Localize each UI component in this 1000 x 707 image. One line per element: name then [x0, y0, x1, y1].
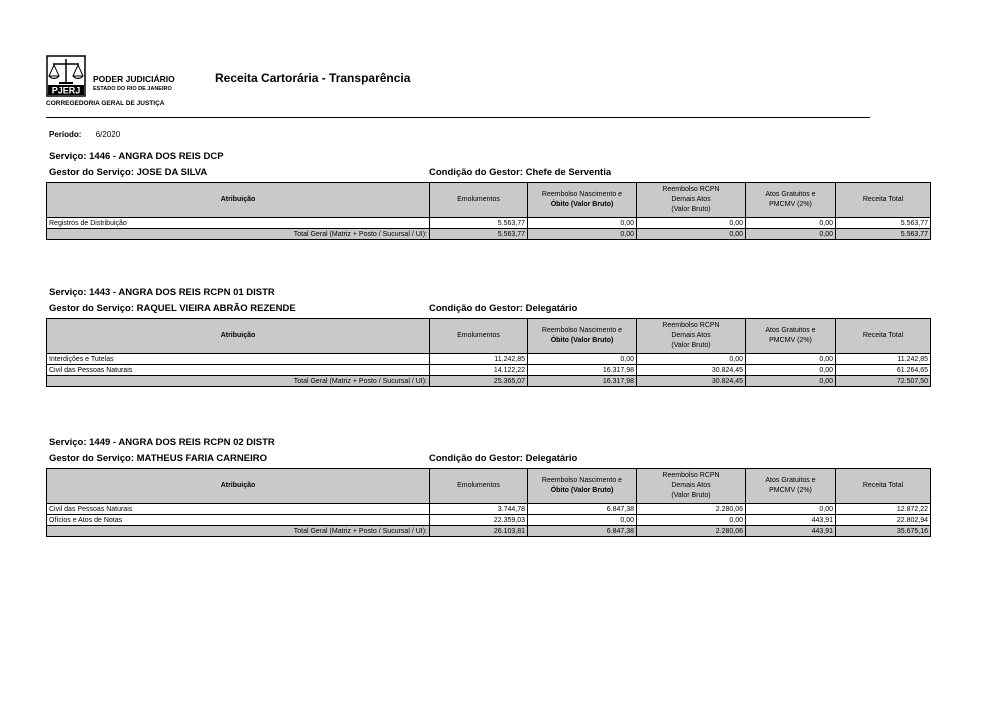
- total-cell: 6.847,38: [528, 526, 637, 537]
- total-cell: 26.103,81: [430, 526, 528, 537]
- total-cell: 30.824,45: [637, 376, 746, 387]
- col-atribuicao: Atribuição: [47, 319, 430, 354]
- table-row: [47, 354, 931, 365]
- col-atos-gratuitos: Atos Gratuitos e PMCMV (2%): [746, 469, 836, 504]
- service-section: [46, 151, 930, 240]
- col-reembolso-nascimento: Reembolso Nascimento e Óbito (Valor Bruto): [528, 319, 637, 354]
- total-row: [47, 526, 931, 537]
- table-cell: 0,00: [637, 515, 746, 526]
- table-header: [47, 183, 931, 218]
- table-cell: 443,91: [746, 515, 836, 526]
- col-emolumentos: Emolumentos: [430, 469, 528, 504]
- table-cell: 12.872,22: [836, 504, 931, 515]
- svg-text:PJERJ: PJERJ: [51, 85, 81, 96]
- total-cell: 25.365,07: [430, 376, 528, 387]
- total-cell: 2.280,06: [637, 526, 746, 537]
- revenue-table: [46, 318, 931, 387]
- table-cell: 11.242,85: [430, 354, 528, 365]
- col-atos-gratuitos: Atos Gratuitos e PMCMV (2%): [746, 183, 836, 218]
- table-cell: 22.802,94: [836, 515, 931, 526]
- gestor-name: Gestor do Serviço: RAQUEL VIEIRA ABRÃO REZENDE: [49, 303, 296, 314]
- col-atribuicao: Atribuição: [47, 183, 430, 218]
- table-row: [47, 218, 931, 229]
- col-emolumentos: Emolumentos: [430, 183, 528, 218]
- gestor-condition: Condição do Gestor: Delegatário: [429, 453, 578, 464]
- col-reembolso-rcpn: Reembolso RCPN Demais Atos (Valor Bruto): [637, 469, 746, 504]
- col-emolumentos: Emolumentos: [430, 319, 528, 354]
- total-row: [47, 229, 931, 240]
- table-cell: 0,00: [528, 354, 637, 365]
- col-receita-total: Receita Total: [836, 183, 931, 218]
- service-title: Serviço: 1449 - ANGRA DOS REIS RCPN 02 DISTR: [49, 437, 275, 448]
- gestor-condition: Condição do Gestor: Delegatário: [429, 303, 578, 314]
- table-cell: 11.242,85: [836, 354, 931, 365]
- table-cell: Civil das Pessoas Naturais: [47, 504, 430, 515]
- table-cell: 14.122,22: [430, 365, 528, 376]
- col-reembolso-nascimento: Reembolso Nascimento e Óbito (Valor Bruto): [528, 183, 637, 218]
- total-cell: 16.317,98: [528, 376, 637, 387]
- pjerj-logo: [46, 55, 86, 97]
- table-cell: 30.824,45: [637, 365, 746, 376]
- total-cell: 5.563,77: [430, 229, 528, 240]
- table-cell: 2.280,06: [637, 504, 746, 515]
- periodo-label: Período:: [49, 130, 82, 139]
- table-cell: 0,00: [746, 365, 836, 376]
- table-cell: Interdições e Tutelas: [47, 354, 430, 365]
- col-receita-total: Receita Total: [836, 469, 931, 504]
- col-receita-total: Receita Total: [836, 319, 931, 354]
- header-divider: [46, 117, 870, 118]
- table-cell: 6.847,38: [528, 504, 637, 515]
- page-title: Receita Cartorária - Transparência: [215, 71, 411, 85]
- col-reembolso-nascimento: Reembolso Nascimento e Óbito (Valor Bruto): [528, 469, 637, 504]
- table-cell: 3.744,78: [430, 504, 528, 515]
- total-cell: 0,00: [746, 229, 836, 240]
- table-cell: 0,00: [637, 218, 746, 229]
- revenue-table: [46, 468, 931, 537]
- col-reembolso-rcpn: Reembolso RCPN Demais Atos (Valor Bruto): [637, 319, 746, 354]
- service-section: [46, 437, 930, 537]
- gestor-name: Gestor do Serviço: JOSE DA SILVA: [49, 167, 208, 178]
- total-label: Total Geral (Matriz + Posto / Sucursal / UI):: [47, 376, 430, 387]
- total-cell: 5.563,77: [836, 229, 931, 240]
- table-cell: 5.563,77: [836, 218, 931, 229]
- table-cell: 0,00: [746, 354, 836, 365]
- table-cell: 16.317,98: [528, 365, 637, 376]
- service-title: Serviço: 1446 - ANGRA DOS REIS DCP: [49, 151, 224, 162]
- org-cgj: CORREGEDORIA GERAL DE JUSTIÇA: [46, 100, 165, 107]
- total-cell: 72.507,50: [836, 376, 931, 387]
- col-atribuicao: Atribuição: [47, 469, 430, 504]
- table-cell: 0,00: [528, 218, 637, 229]
- table-header: [47, 319, 931, 354]
- gestor-name: Gestor do Serviço: MATHEUS FARIA CARNEIRO: [49, 453, 267, 464]
- table-cell: 22.359,03: [430, 515, 528, 526]
- org-state: ESTADO DO RIO DE JANEIRO: [93, 86, 172, 92]
- table-cell: 0,00: [637, 354, 746, 365]
- table-row: [47, 515, 931, 526]
- table-cell: Civil das Pessoas Naturais: [47, 365, 430, 376]
- total-cell: 0,00: [528, 229, 637, 240]
- table-row: [47, 504, 931, 515]
- total-row: [47, 376, 931, 387]
- table-cell: Ofícios e Atos de Notas: [47, 515, 430, 526]
- service-section: [46, 287, 930, 387]
- table-cell: 0,00: [746, 504, 836, 515]
- total-cell: 443,91: [746, 526, 836, 537]
- table-cell: 61.264,65: [836, 365, 931, 376]
- periodo: [49, 130, 120, 139]
- table-cell: 5.563,77: [430, 218, 528, 229]
- total-label: Total Geral (Matriz + Posto / Sucursal / UI):: [47, 526, 430, 537]
- total-cell: 0,00: [746, 376, 836, 387]
- total-cell: 35.675,16: [836, 526, 931, 537]
- table-header: [47, 469, 931, 504]
- org-name: PODER JUDICIÁRIO: [93, 74, 175, 84]
- col-atos-gratuitos: Atos Gratuitos e PMCMV (2%): [746, 319, 836, 354]
- service-title: Serviço: 1443 - ANGRA DOS REIS RCPN 01 DISTR: [49, 287, 275, 298]
- total-cell: 0,00: [637, 229, 746, 240]
- revenue-table: [46, 182, 931, 240]
- table-row: [47, 365, 931, 376]
- table-cell: Registros de Distribuição: [47, 218, 430, 229]
- table-cell: 0,00: [746, 218, 836, 229]
- gestor-condition: Condição do Gestor: Chefe de Serventia: [429, 167, 612, 178]
- total-label: Total Geral (Matriz + Posto / Sucursal / UI):: [47, 229, 430, 240]
- periodo-value: 6/2020: [95, 130, 121, 139]
- table-cell: 0,00: [528, 515, 637, 526]
- col-reembolso-rcpn: Reembolso RCPN Demais Atos (Valor Bruto): [637, 183, 746, 218]
